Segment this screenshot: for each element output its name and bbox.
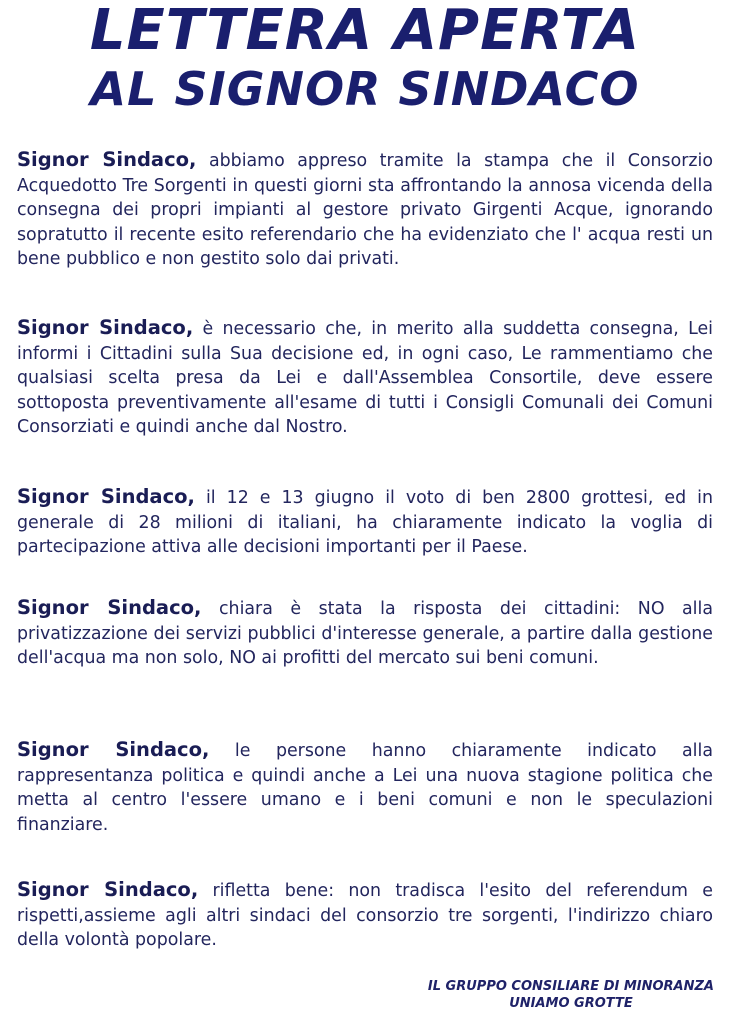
paragraph-lead: Signor Sindaco, <box>17 316 194 339</box>
signature-line-1: IL GRUPPO CONSILIARE DI MINORANZA <box>427 979 714 994</box>
paragraph-lead: Signor Sindaco, <box>17 485 195 508</box>
paragraph-text: chiara è stata la risposta dei cittadini: NO alla privatizzazione dei servizi pubblici d'interesse generale, a partire dalla gestione dell'acqua ma non solo, NO ai profitti del mercato sui beni comuni. <box>17 599 714 669</box>
signature <box>428 978 714 1012</box>
paragraph-text: le persone hanno chiaramente indicato alla rappresentanza politica e quindi anche a Lei una nuova stagione politica che metta al centro l'essere umano e i beni comuni e non le speculazioni finanziare. <box>17 741 714 835</box>
paragraph-text: rifletta bene: non tradisca l'esito del referendum e rispetti,assieme agli altri sindaci del consorzio tre sorgenti, l'indirizzo chiaro della volontà popolare. <box>17 881 713 951</box>
paragraph-6 <box>17 878 713 953</box>
signature-line-2: UNIAMO GROTTE <box>509 996 633 1011</box>
paragraph-text: il 12 e 13 giugno il voto di ben 2800 grottesi, ed in generale di 28 milioni di italiani, ha chiaramente indicato la voglia di partecipazione attiva alle decisioni importanti per il Paese. <box>17 488 713 558</box>
paragraph-lead: Signor Sindaco, <box>17 878 199 901</box>
title-line-2: AL SIGNOR SINDACO <box>90 62 640 116</box>
paragraph-lead: Signor Sindaco, <box>17 596 202 619</box>
paragraph-2 <box>17 316 713 440</box>
paragraph-1 <box>17 148 713 272</box>
paragraph-text: abbiamo appreso tramite la stampa che il Consorzio Acquedotto Tre Sorgenti in questi giorni sta affrontando la annosa vicenda della consegna dei propri impianti al gestore privato Girgenti Acque, ignorando sopratutto il recente esito referendario che ha evidenziato che l' acqua resti un bene pubblico e non gestito solo dai privati. <box>17 151 713 270</box>
paragraph-lead: Signor Sindaco, <box>17 738 210 761</box>
paragraph-5 <box>17 738 713 837</box>
paragraph-lead: Signor Sindaco, <box>17 148 197 171</box>
paragraph-text: è necessario che, in merito alla suddetta consegna, Lei informi i Cittadini sulla Sua decisione ed, in ogni caso, Le rammentiamo che qualsiasi scelta presa da Lei e dall'Assemblea Consortile, deve essere sottoposta preventivamente all'esame di tutti i Consigli Comunali dei Comuni Consorziati e quindi anche dal Nostro. <box>17 319 713 438</box>
paragraph-3 <box>17 485 713 560</box>
paragraph-4 <box>17 596 713 671</box>
title-line-1: LETTERA APERTA <box>89 0 641 63</box>
